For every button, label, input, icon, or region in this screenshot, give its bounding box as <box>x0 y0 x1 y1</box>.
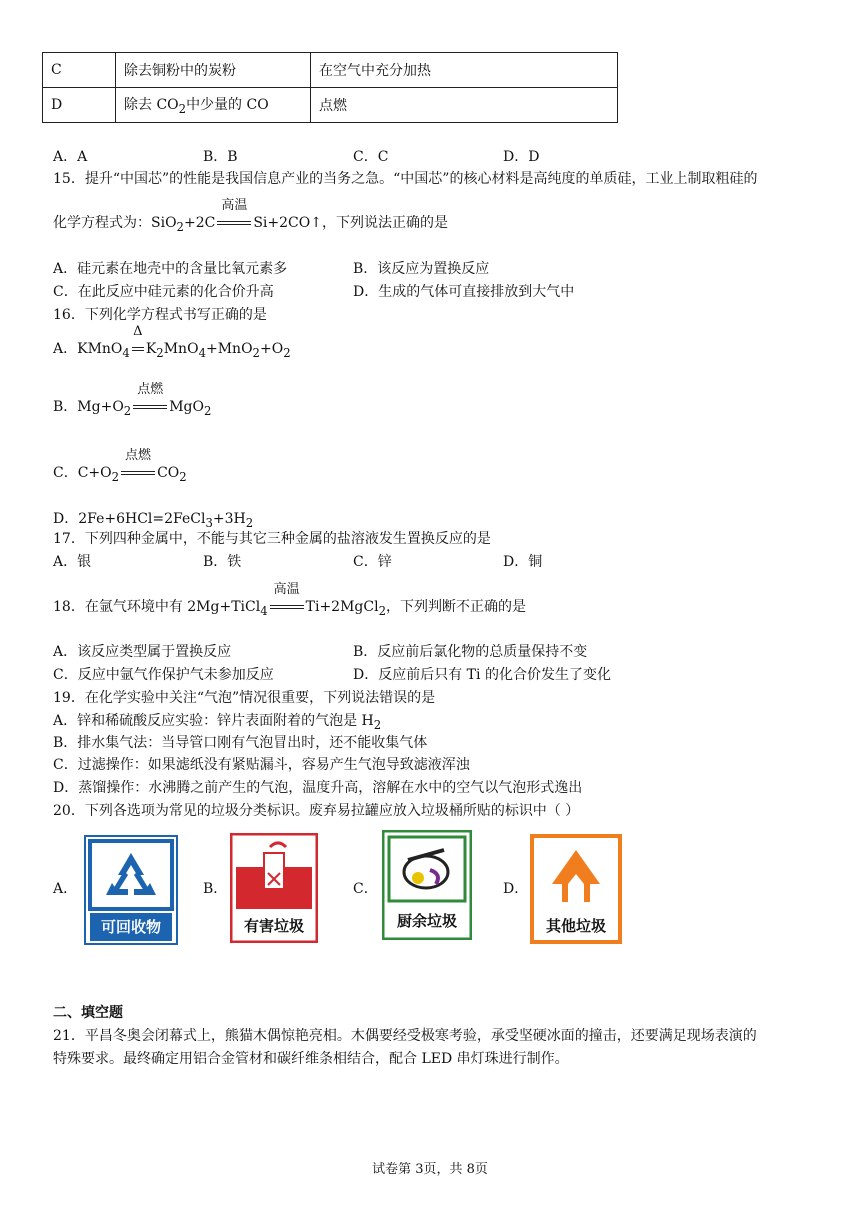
question-16-stem: 16．下列化学方程式书写正确的是 <box>53 307 267 323</box>
question-19-option-c: C．过滤操作：如果滤纸没有紧贴漏斗，容易产生气泡导致滤液浑浊 <box>53 757 470 773</box>
question-19-option-d: D．蒸馏操作：水沸腾之前产生的气泡，温度升高，溶解在水中的空气以气泡形式逸出 <box>53 780 583 796</box>
table-cell: D <box>43 88 116 123</box>
question-15-option-b: B．该反应为置换反应 <box>353 261 490 277</box>
table-cell: 除去 $CO_2$中少量的 CO <box>116 88 311 123</box>
option-c: C．C <box>353 149 389 165</box>
table-cell: 除去铜粉中的炭粉 <box>116 53 311 88</box>
question-17-stem: 17．下列四种金属中，不能与其它三种金属的盐溶液发生置换反应的是 <box>53 531 491 547</box>
table-cell: 在空气中充分加热 <box>311 53 618 88</box>
question-19-option-b: B．排水集气法：当导管口刚有气泡冒出时，还不能收集气体 <box>53 735 428 751</box>
question-15-stem: 15．提升“中国芯”的性能是我国信息产业的当务之急。“中国芯”的核心材料是高纯度的单质硅，工业上制取粗硅的 <box>53 171 758 187</box>
question-15-option-c: C．在此反应中硅元素的化合价升高 <box>53 284 274 300</box>
question-17-option-d: D．铜 <box>503 554 543 570</box>
table-cell: C <box>43 53 116 88</box>
question-20-label-c: C． <box>353 881 378 897</box>
sign-text: 其他垃圾 <box>545 917 606 935</box>
question-21-line1: 21．平昌冬奥会闭幕式上，熊猫木偶惊艳亮相。木偶要经受极寒考验，承受坚硬冰面的撞击，还要满足现场表演的 <box>53 1028 757 1044</box>
question-15-option-d: D．生成的气体可直接排放到大气中 <box>353 284 575 300</box>
question-18-option-c: C．反应中氩气作保护气未参加反应 <box>53 667 274 683</box>
question-16-option-c: C．$C+O_2$ 点燃 $CO_2$ <box>53 448 187 484</box>
table-cell: 点燃 <box>311 88 618 123</box>
question-19-option-a: A．锌和稀硫酸反应实验：锌片表面附着的气泡是 $H_2$ <box>53 713 382 732</box>
question-16-option-d: D．$2Fe+6HCl=2FeCl_3+3H_2$ <box>53 511 254 530</box>
question-20-stem: 20．下列各选项为常见的垃圾分类标识。废弃易拉罐应放入垃圾桶所贴的标识中（ ） <box>53 803 580 819</box>
question-15-equation: 化学方程式为：SiO$_2$+2C 高温 Si+2CO↑，下列说法正确的是 <box>53 198 448 234</box>
sign-text: 有害垃圾 <box>243 917 304 935</box>
other-waste-sign <box>530 834 622 948</box>
question-17-option-a: A．银 <box>53 554 92 570</box>
option-a: A．A <box>53 149 88 165</box>
question-18-option-b: B．反应前后氯化物的总质量保持不变 <box>353 644 588 660</box>
option-d: D．D <box>503 149 540 165</box>
table-row <box>43 53 618 88</box>
question-18-option-a: A．该反应类型属于置换反应 <box>53 644 232 660</box>
page-footer: 试卷第 3页，共 8页 <box>372 1162 488 1177</box>
sign-text: 可回收物 <box>100 918 161 936</box>
question-21-line2: 特殊要求。最终确定用铝合金管材和碳纤维条相结合，配合 LED 串灯珠进行制作。 <box>53 1051 569 1067</box>
question-16-option-a: A．KMnO$_4$ Δ $K_2MnO_4+MnO_2+O_2$ <box>53 324 291 360</box>
question-18-stem: 18．在氩气环境中有 2Mg+TiCl$_4$ 高温 Ti+2MgCl$_2$，下列判断不正确的是 <box>53 582 527 618</box>
options-table <box>42 52 618 123</box>
question-20-label-d: D． <box>503 881 529 897</box>
table-row <box>43 88 618 123</box>
question-18-option-d: D．反应前后只有 Ti 的化合价发生了变化 <box>353 667 611 683</box>
question-17-option-b: B．铁 <box>203 554 242 570</box>
section-title: 二、填空题 <box>53 1005 123 1021</box>
option-b: B．B <box>203 149 238 165</box>
recycle-sign <box>84 835 178 949</box>
sign-text: 厨余垃圾 <box>396 912 457 930</box>
food-waste-sign <box>382 830 472 944</box>
question-16-option-b: B．$Mg+O_2$ 点燃 MgO$_2$ <box>53 382 212 418</box>
question-20-label-a: A． <box>53 881 78 897</box>
question-17-option-c: C．锌 <box>353 554 392 570</box>
question-15-option-a: A．硅元素在地壳中的含量比氧元素多 <box>53 261 288 277</box>
question-20-label-b: B． <box>203 881 228 897</box>
question-19-stem: 19．在化学实验中关注“气泡”情况很重要，下列说法错误的是 <box>53 690 436 706</box>
hazard-sign <box>230 833 318 947</box>
